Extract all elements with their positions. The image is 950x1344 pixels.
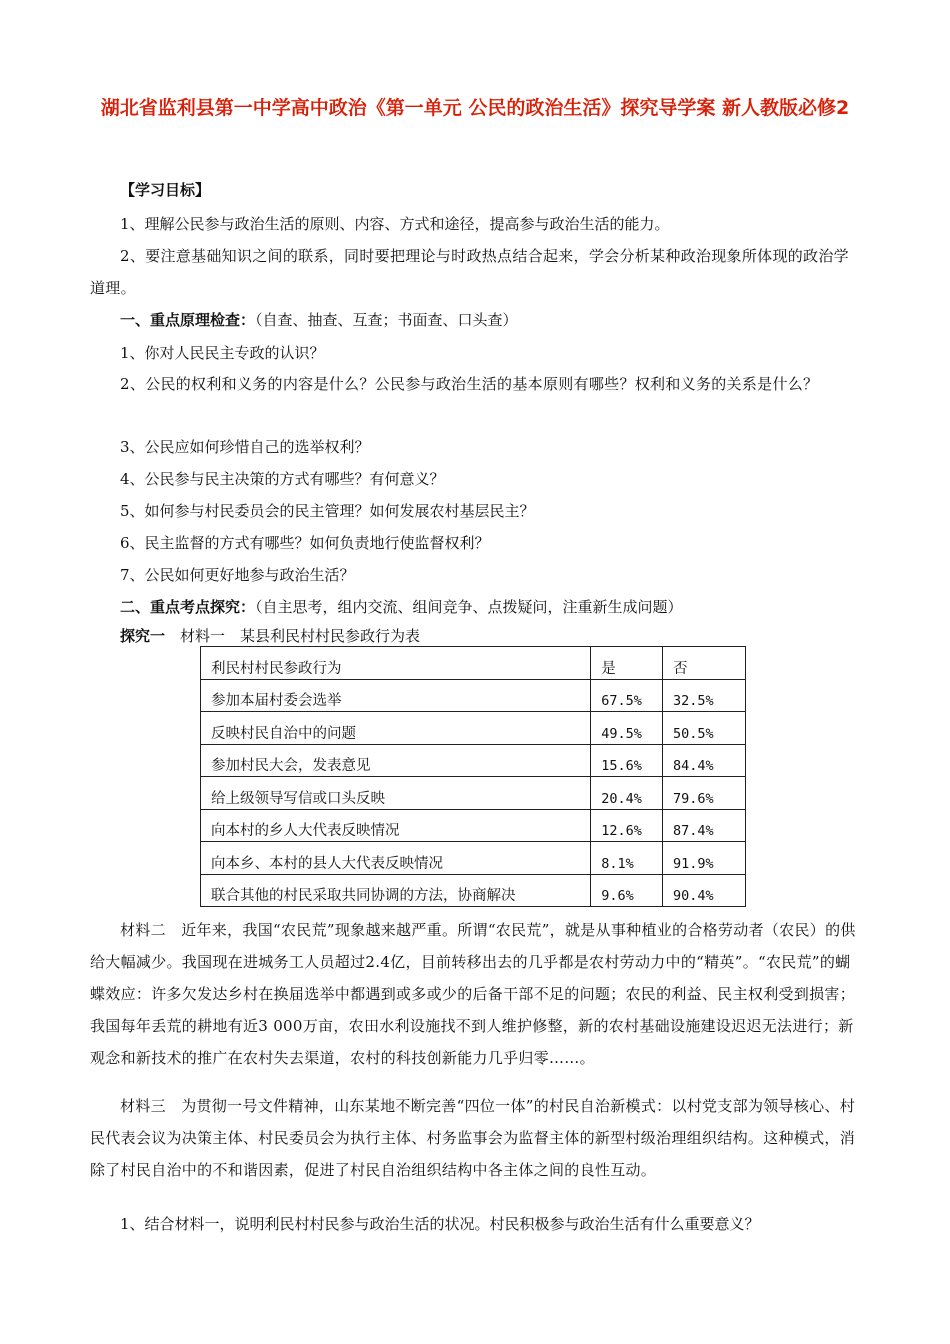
- table-row: [201, 679, 746, 712]
- table-cell: 联合其他的村民采取共同协调的方法，协商解决: [201, 874, 591, 907]
- question-2: 2、公民的权利和义务的内容是什么？公民参与政治生活的基本原则有哪些？权利和义务的关系是什么？: [120, 375, 819, 393]
- table-cell: 20.4%: [591, 777, 663, 810]
- table-row: [201, 744, 746, 777]
- section1-note: （自查、抽查、互查；书面查、口头查）: [255, 311, 518, 329]
- section1-heading: 一、重点原理检查：: [120, 311, 256, 329]
- table-row: [201, 777, 746, 810]
- table-cell: 向本村的乡人大代表反映情况: [201, 809, 591, 842]
- section1-header: [120, 308, 860, 332]
- table-cell: 参加本届村委会选举: [201, 679, 591, 712]
- explore-label: 探究一: [120, 627, 166, 645]
- question-6: 6、民主监督的方式有哪些？如何负责地行使监督权利？: [120, 534, 490, 552]
- section2-note: （自主思考，组内交流、组间竞争、点拨疑问，注重新生成问题）: [255, 598, 683, 616]
- table-cell: 84.4%: [662, 744, 745, 777]
- table-row: [201, 809, 746, 842]
- table-cell: 67.5%: [591, 679, 663, 712]
- material1-caption: 材料一 某县利民村村民参政行为表: [180, 627, 421, 645]
- goals-heading: 【学习目标】: [120, 181, 211, 199]
- table-cell: 参加村民大会，发表意见: [201, 744, 591, 777]
- table-row: [201, 842, 746, 875]
- section2-header: [120, 595, 860, 619]
- question-7: 7、公民如何更好地参与政治生活？: [120, 566, 355, 584]
- question-1: 1、你对人民民主专政的认识？: [120, 344, 325, 362]
- question-3: 3、公民应如何珍惜自己的选举权利？: [120, 438, 370, 456]
- table-cell: 50.5%: [662, 712, 745, 745]
- question-4: 4、公民参与民主决策的方式有哪些？有何意义？: [120, 470, 445, 488]
- material3-paragraph: 材料三 为贯彻一号文件精神，山东某地不断完善“四位一体”的村民自治新模式：以村党支部为领导核心、村民代表会议为决策主体、村民委员会为执行主体、村务监事会为监督主体的新型村级治理组织结构。这种模式，消除了村民自治中的不和谐因素，促进了村民自治组织结构中各主体之间的良性互动。: [90, 1097, 856, 1179]
- table-cell: 32.5%: [662, 679, 745, 712]
- material1-header: [120, 624, 860, 648]
- goal-item-2: 2、要注意基础知识之间的联系，同时要把理论与时政热点结合起来，学会分析某种政治现象所体现的政治学道理。: [90, 247, 849, 297]
- table-cell: 49.5%: [591, 712, 663, 745]
- table-cell: 12.6%: [591, 809, 663, 842]
- table-header-cell: 利民村村民参政行为: [201, 647, 591, 680]
- table-cell: 向本乡、本村的县人大代表反映情况: [201, 842, 591, 875]
- goal-item-1: 1、理解公民参与政治生活的原则、内容、方式和途径，提高参与政治生活的能力。: [120, 215, 670, 233]
- table-cell: 15.6%: [591, 744, 663, 777]
- table-cell: 87.4%: [662, 809, 745, 842]
- survey-table: [200, 646, 746, 907]
- material2-paragraph: 材料二 近年来，我国“农民荒”现象越来越严重。所谓“农民荒”，就是从事种植业的合格劳动者（农民）的供给大幅减少。我国现在进城务工人员超过2.4亿，目前转移出去的几乎都是农村劳动力中的“精英”。“农民荒”的蝴蝶效应：许多欠发达乡村在换届选举中都遇到或多或少的后备干部不足的问题；农民的利益、民主权利受到损害；我国每年丢荒的耕地有近3 000万亩，农田水利设施找不到人维护修整，新的农村基础设施建设迟迟无法进行；新观念和新技术的推广在农村失去渠道，农村的科技创新能力几乎归零……。: [90, 921, 856, 1067]
- table-cell: 9.6%: [591, 874, 663, 907]
- table-header-row: [201, 647, 746, 680]
- table-cell: 90.4%: [662, 874, 745, 907]
- question-5: 5、如何参与村民委员会的民主管理？如何发展农村基层民主？: [120, 502, 535, 520]
- table-cell: 反映村民自治中的问题: [201, 712, 591, 745]
- table-row: [201, 712, 746, 745]
- table-cell: 给上级领导写信或口头反映: [201, 777, 591, 810]
- table-cell: 8.1%: [591, 842, 663, 875]
- table-cell: 79.6%: [662, 777, 745, 810]
- table-header-cell: 否: [662, 647, 745, 680]
- document-title: 湖北省监利县第一中学高中政治《第一单元 公民的政治生活》探究导学案 新人教版必修2: [100, 97, 850, 119]
- table-header-cell: 是: [591, 647, 663, 680]
- table-cell: 91.9%: [662, 842, 745, 875]
- exploration-question-1: 1、结合材料一，说明利民村村民参与政治生活的状况。村民积极参与政治生活有什么重要意义？: [120, 1215, 760, 1233]
- section2-heading: 二、重点考点探究：: [120, 598, 256, 616]
- table-row: [201, 874, 746, 907]
